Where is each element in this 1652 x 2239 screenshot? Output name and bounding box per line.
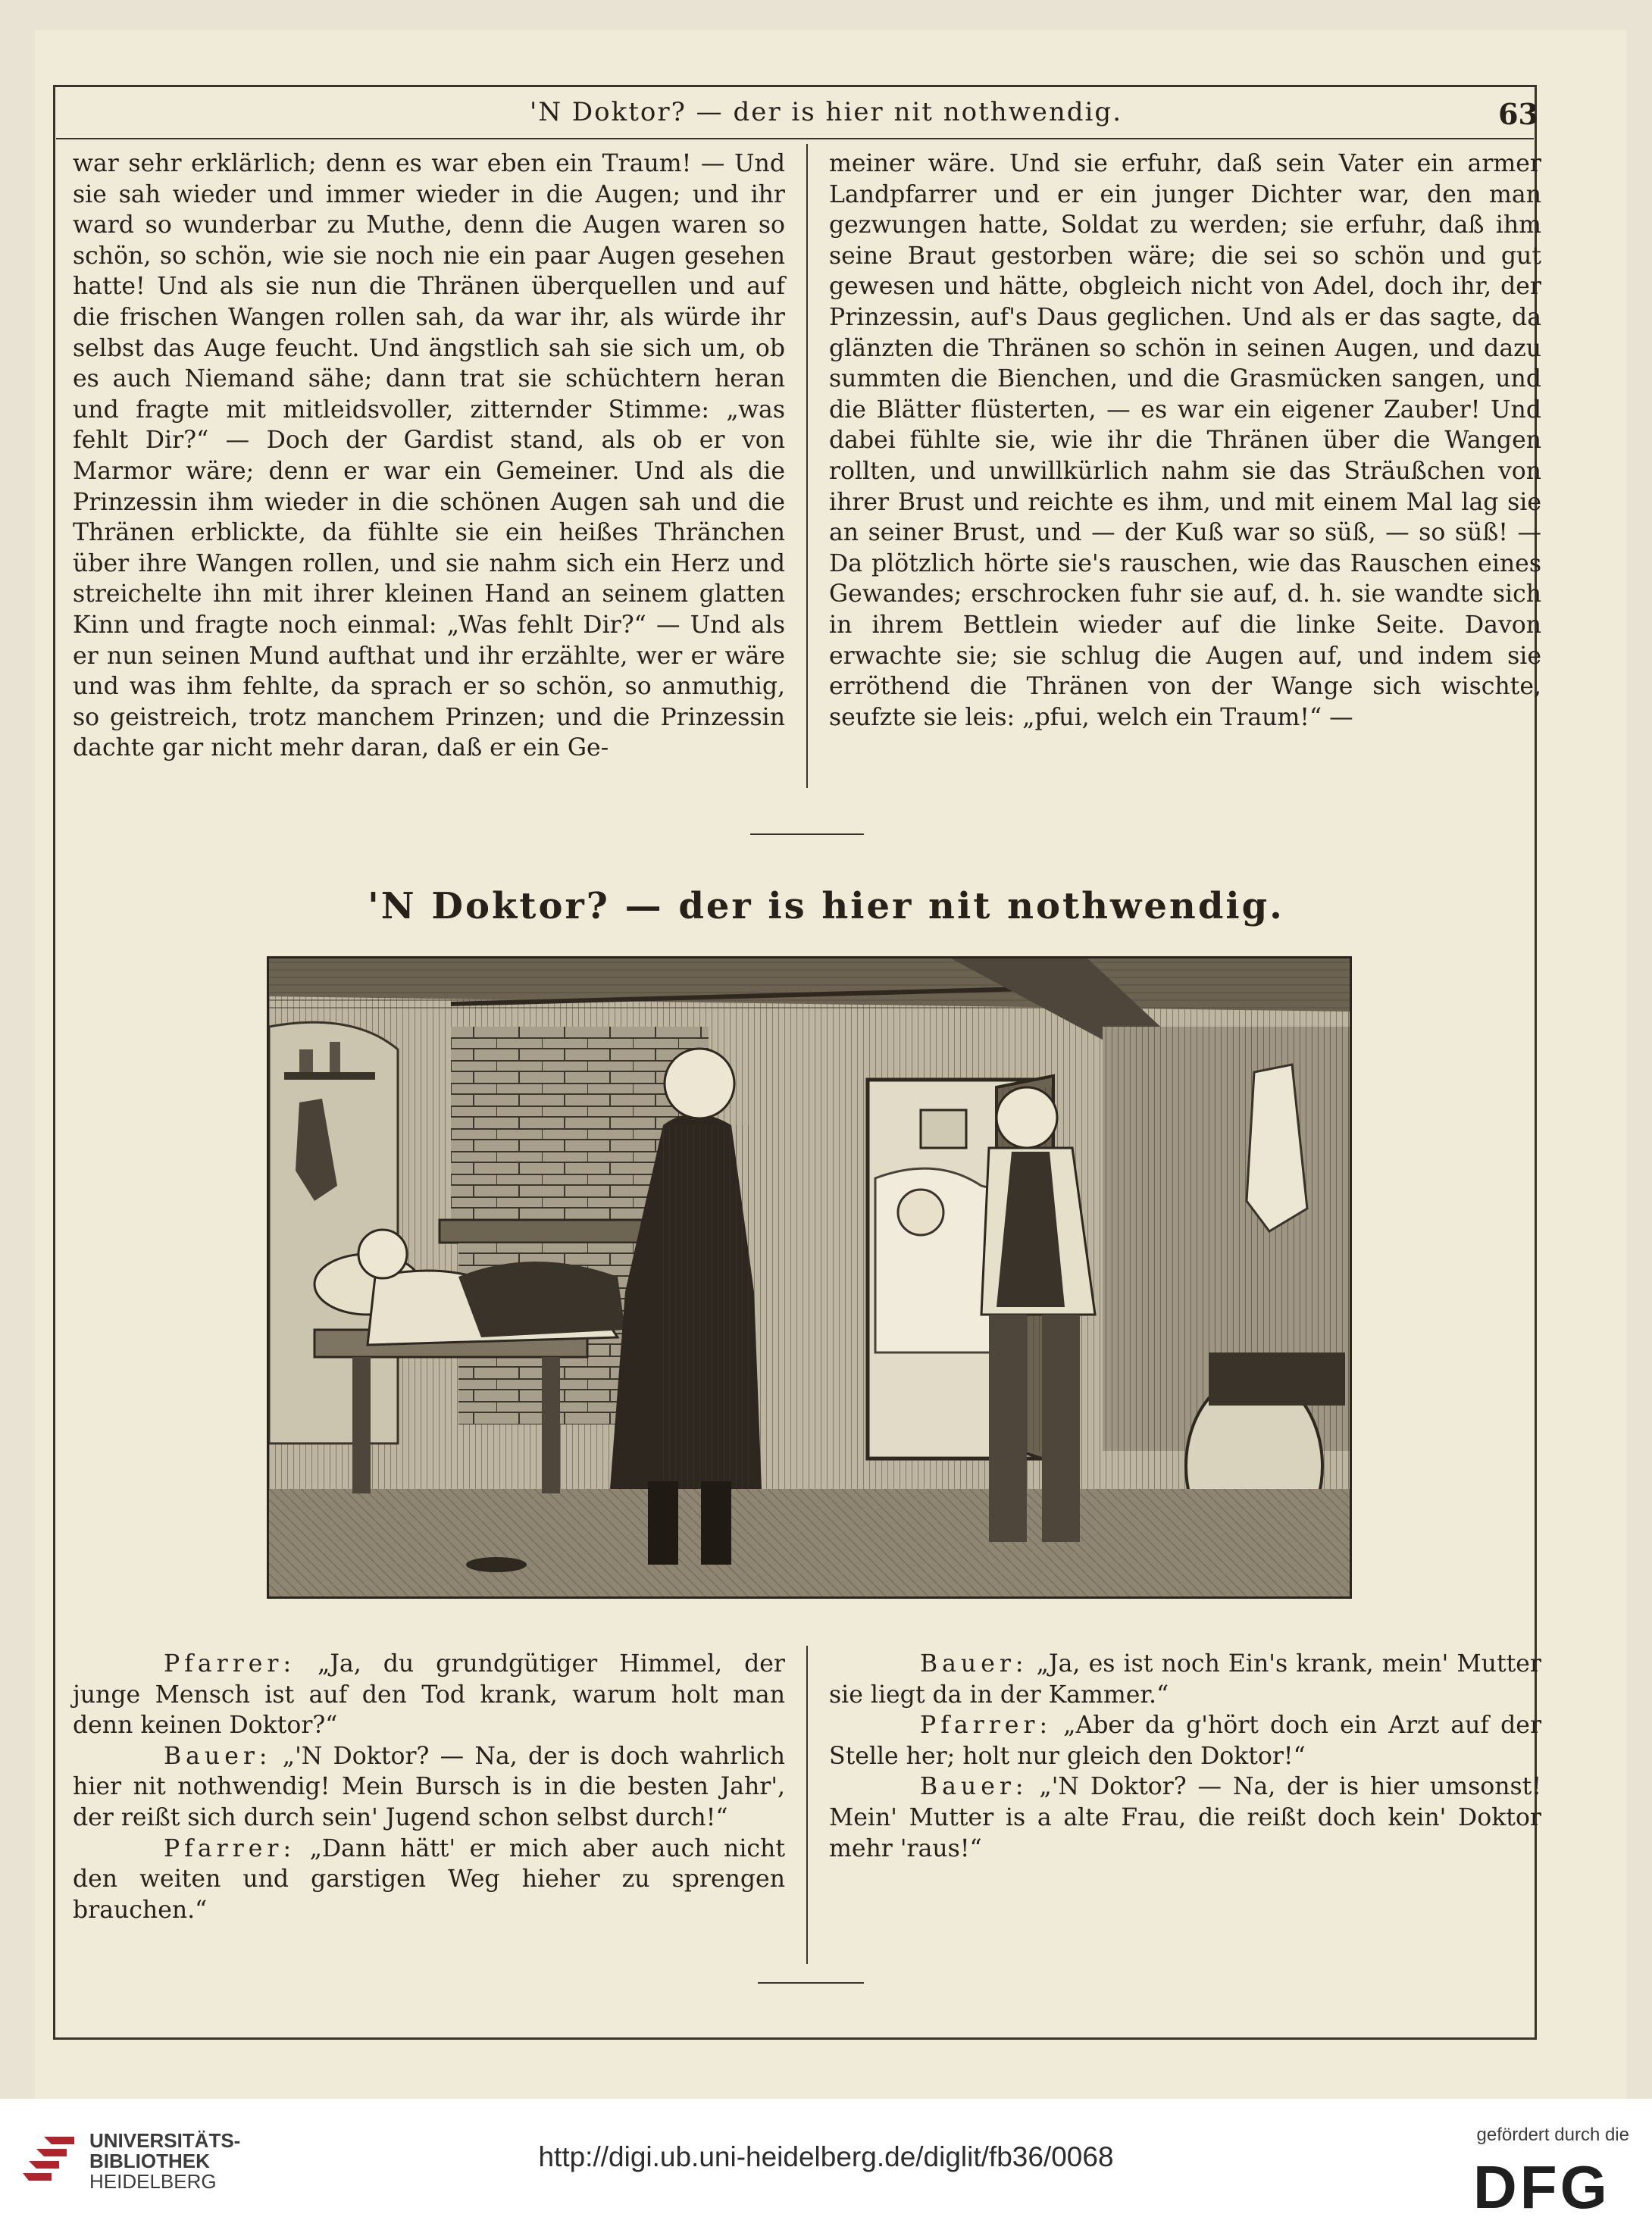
dfg-logo-image xyxy=(1473,2156,1625,2217)
engraving-illustration xyxy=(267,956,1352,1599)
story-right-column xyxy=(829,149,1541,790)
dialogue-line xyxy=(829,1771,1541,1864)
funding-caption: gefördert durch die xyxy=(1476,2125,1629,2145)
dfg-logo-text: DFG xyxy=(1473,2156,1610,2217)
dialogue-line xyxy=(73,1834,785,1926)
speaker-name: Pfarrer: xyxy=(920,1712,1053,1740)
library-name-line3: HEIDELBERG xyxy=(89,2170,217,2193)
dialogue-left-column xyxy=(73,1649,785,1967)
column-divider-top xyxy=(806,144,808,788)
speaker-name: Pfarrer: xyxy=(164,1834,296,1862)
dfg-logo[interactable] xyxy=(1473,2156,1625,2220)
dialogue-text: „Aber da g'hört doch ein Arzt auf der Stelle her; holt nur gleich den Doktor!“ xyxy=(829,1712,1541,1770)
dialogue-text: „Dann hätt' er mich aber auch nicht den weiten und garstigen Weg hieher zu sprengen brauchen.“ xyxy=(73,1834,785,1924)
library-name-line1: UNIVERSITÄTS- xyxy=(89,2129,241,2152)
speaker-name: Bauer: xyxy=(920,1773,1028,1801)
story-left-column xyxy=(73,149,785,790)
end-separator xyxy=(758,1982,864,1984)
dialogue-right-column xyxy=(829,1649,1541,1967)
speaker-name: Pfarrer: xyxy=(164,1650,296,1678)
dialogue-text: „Ja, du grundgütiger Himmel, der junge Mensch ist auf den Tod krank, warum holt man denn keinen Doktor?“ xyxy=(73,1650,785,1740)
story-left-text: war sehr erklärlich; denn es war eben ein Traum! — Und sie sah wieder und immer wieder in die Augen; und ihr ward so wunderbar zu Muthe, denn die Augen waren so schön, so schön, wie sie noch nie ein paar Augen gesehen hatte! Und als sie nun die Thränen überquellen und auf die frischen Wangen rollen sah, da war ihr, als würde ihr selbst das Auge feucht. Und ängstlich sah sie sich um, ob es auch Niemand sähe; dann trat sie schüchtern heran und fragte mit mitleidsvoller, zitternder Stimme: „was fehlt Dir?“ — Doch der Gardist stand, als ob er von Marmor wäre; denn er war ein Gemeiner. Und als die Prinzessin ihm wieder in die schönen Augen sah und die Thränen erblickte, da fühlte sie ein heißes Thränchen über ihre Wangen rollen, und sie nahm sich ein Herz und streichelte ihn mit ihrer kleinen Hand an seinem glatten Kinn und fragte noch einmal: „Was fehlt Dir?“ — Und als er nun seinen Mund aufthat und ihr erzählte, wer er wäre und was ihm fehlte, da sprach er so schön, so anmuthig, so geistreich, trotz manchem Prinzen; und die Prinzessin dachte gar nicht mehr daran, daß er ein Ge- xyxy=(73,150,785,762)
story-right-text: meiner wäre. Und sie erfuhr, daß sein Vater ein armer Landpfarrer und er ein junger Dichter war, den man gezwungen hatte, Soldat zu werden; sie erfuhr, daß ihm seine Braut gestorben wäre; die sei so schön und gut gewesen und hätte, obgleich nicht von Adel, doch ihr, der Prinzessin, auf's Daus geglichen. Und als er das sagte, da glänzten die Thränen so schön in seinen Augen, und dazu summten die Bienchen, und die Grasmücken sangen, und die Blätter flüsterten, — es war ein eigener Zauber! Und dabei fühlte sie, wie ihr die Thränen über die Wangen rollten, und unwillkürlich nahm sie das Sträußchen von ihrer Brust und reichte es ihm, und mit einem Mal lag sie an seiner Brust, und — der Kuß war so süß, — so süß! — Da plötzlich hörte sie's rauschen, wie das Rauschen eines Gewandes; erschrocken fuhr sie auf, d. h. sie wandte sich in ihrem Bettlein wieder auf die linke Seite. Davon erwachte sie; sie schlug die Augen auf, und indem sie erröthend die Thränen von der Wange sich wischte, seufzte sie leis: „pfui, welch ein Traum!“ — xyxy=(829,150,1541,731)
running-title: 'N Doktor? — der is hier nit nothwendig. xyxy=(530,97,1122,127)
dialogue-text: „Ja, es ist noch Ein's krank, mein' Mutter sie liegt da in der Kammer.“ xyxy=(829,1650,1541,1709)
page-number: 63 xyxy=(1498,97,1538,131)
section-separator xyxy=(750,833,864,835)
header-rule xyxy=(56,138,1534,139)
dialogue-line xyxy=(73,1649,785,1741)
speaker-name: Bauer: xyxy=(164,1742,272,1770)
illustration-title: 'N Doktor? — der is hier nit nothwendig. xyxy=(368,885,1284,927)
dialogue-line xyxy=(829,1710,1541,1771)
engraving-scene-image xyxy=(269,958,1350,1596)
column-divider-bottom xyxy=(806,1646,808,1964)
dialogue-line xyxy=(73,1741,785,1834)
permalink-url[interactable]: http://digi.ub.uni-heidelberg.de/diglit/fb36/0068 xyxy=(538,2141,1114,2172)
dialogue-text: „'N Doktor? — Na, der is hier umsonst! Mein' Mutter is a alte Frau, die reißt doch kein' Doktor mehr 'raus!“ xyxy=(829,1773,1541,1862)
speaker-name: Bauer: xyxy=(920,1650,1028,1678)
dialogue-text: „'N Doktor? — Na, der is doch wahrlich hier nit nothwendig! Mein Bursch is in die besten Jahr', der reißt sich durch sein' Jugend schon selbst durch!“ xyxy=(73,1742,785,1831)
dialogue-line xyxy=(829,1649,1541,1710)
library-name-line2: BIBLIOTHEK xyxy=(89,2150,210,2172)
